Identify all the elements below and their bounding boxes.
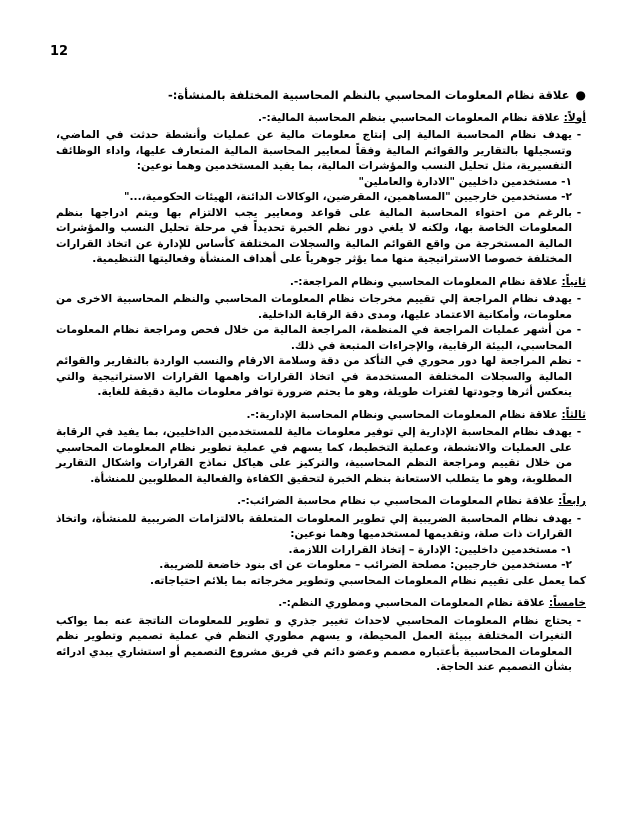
- list-item-text: بالرغم من احتواء المحاسبة المالية على قواعد ومعايير يجب الالتزام بها ويتم ادراجها بنظم المعلومات الخاصة بها، ولكنه لا يلغي دور نظم الخبرة تحديداً في مرحلة تحليل النسب والمؤشرات المالية المستخرجة من واقع القوائم المالية والسجلات المختلفة كأساس للإدارة عن اتخاذ القرارات المختلفة خصوصا الاستراتيجية منها مما يؤثر جوهرياً على أهداف المنشأة وفعاليتها التنظيمية.: [56, 206, 572, 265]
- bullet-icon: ●: [575, 88, 586, 102]
- list-item: [56, 354, 586, 401]
- dash-bullet-icon: -: [576, 206, 582, 219]
- list-item: [56, 323, 586, 354]
- section-label: خامساً:: [548, 597, 586, 609]
- list-item-text: يهدف نظام المحاسبة الضريبية إلي تطوير المعلومات المتعلقة بالالتزامات الضريبية للمنشأة، واتخاذ القرارات ذات صلة، وتقديمها لمستخدميها وهما نوعين:: [56, 512, 572, 540]
- list-item: [56, 512, 586, 543]
- section-title: علاقة نظام المعلومات المحاسبي بنظم المحاسبة المالية:-.: [258, 111, 564, 124]
- section: [56, 494, 586, 589]
- list-item: [56, 614, 586, 676]
- dash-bullet-icon: -: [576, 355, 582, 367]
- main-heading: [56, 88, 586, 104]
- dash-bullet-icon: -: [576, 293, 582, 305]
- dash-bullet-icon: -: [576, 324, 582, 336]
- list-item-text: يهدف نظام المحاسبة الإدارية إلي توفير معلومات مالية للمستخدمين الداخليين، بما يفيد في الرقابة على العمليات والانشطة، وعملية التخطيط، كما يسهم في عملية تطوير نظام المعلومات المحاسبي من خلال تقييم ومراجعة النظم المحاسبية، والتركيز على هياكل نماذج القرارات واشكال التقارير المطلوبة، وهو ما يتطلب الاستعانة بنظم الخبرة لتحقيق الكفاءة والفعالية المطلوبين للمنشأة.: [56, 426, 572, 485]
- page-number: 12: [50, 44, 69, 59]
- section: [56, 111, 586, 268]
- sub-item: ١- مستخدمين داخليين: الإدارة – إتخاذ القرارات اللازمة.: [288, 543, 572, 556]
- section-heading: [56, 596, 586, 612]
- dash-bullet-icon: -: [576, 426, 582, 438]
- list-item-text: من أشهر عمليات المراجعة في المنظمة، المراجعة المالية من خلال فحص ومراجعة نظام المعلومات المحاسبي، البيئة الرقابية، والإجراءات المتبعة في ذلك.: [56, 324, 572, 352]
- list-item-text: يحتاج نظام المعلومات المحاسبي لاحداث تغيير جذري و تطوير للمعلومات الناتجة عنه بما يواكب التغيرات المختلفة ببيئة العمل المحيطة، و يسهم مطوري النظم في عملية تصميم وتطوير نظم المعلومات المحاسبية بأعتباره مصمم وعضو دائم في فريق مشروع التصميم أو استشاري يبدي ادرائه بشأن التصميم عند الحاجة.: [56, 614, 572, 673]
- section-heading: [56, 494, 586, 510]
- main-heading-text: علاقة نظام المعلومات المحاسبي بالنظم المحاسبية المختلفة بالمنشأة:-: [168, 88, 570, 102]
- list-item: [56, 206, 586, 268]
- dash-bullet-icon: -: [576, 512, 582, 525]
- dash-bullet-icon: -: [576, 129, 582, 141]
- section-title: علاقة نظام المعلومات المحاسبي ونظام المحاسبة الإدارية:-.: [246, 408, 562, 421]
- dash-bullet-icon: -: [576, 614, 582, 627]
- section-title: علاقة نظام المعلومات المحاسبي ومطوري النظم:-.: [278, 597, 549, 609]
- section-label: رابعاً:: [558, 495, 586, 507]
- section: [56, 275, 586, 401]
- section-title: علاقة نظام المعلومات المحاسبي ب نظام محاسبة الضرائب:-.: [237, 495, 559, 507]
- sub-item: ١- مستخدمين داخليين "الادارة والعاملين": [358, 175, 572, 188]
- sub-item: ٢- مستخدمين خارجيين: مصلحة الضرائب – معلومات عن اى بنود خاضعة للضريبة.: [159, 559, 572, 571]
- sub-item: ٢- مستخدمين خارجيين "المساهمين، المقرضين، الوكالات الدائنة، الهيئات الحكومية،...": [124, 191, 572, 203]
- paragraph: كما يعمل على تقييم نظام المعلومات المحاسبي وتطوير مخرجاته بما يلائم احتياجاته.: [149, 574, 586, 587]
- sections-container: [56, 111, 586, 676]
- list-item-text: يهدف نظام المراجعة إلي تقييم مخرجات نظام المعلومات المحاسبي والنظم المحاسبية الاخرى من معلومات، وأمكانية الاعتماد عليها، ومدى دقة الرقابة الداخلية.: [56, 293, 572, 321]
- list-item-text: يهدف نظام المحاسبة المالية إلى إنتاج معلومات مالية عن عمليات وأنشطة حدثت في الماضي، وتسجيلها بالتقارير والقوائم المالية وفقاً لمعايير المحاسبة المالية المتعارف عليها، واداء الوظائف التفسيرية، مثل تحليل النسب والمؤشرات المالية، بما يفيد المستخدمين وهما نوعين:: [56, 129, 572, 172]
- section-label: أولاً:: [563, 111, 586, 124]
- list-item: [56, 425, 586, 487]
- list-item: [56, 292, 586, 323]
- section-title: علاقة نظام المعلومات المحاسبي ونظام المراجعة:-.: [289, 275, 562, 288]
- list-item-text: نظم المراجعة لها دور محوري في التأكد من دقة وسلامة الارقام والنسب الواردة بالتقارير والقوائم المالية والسجلات المختلفة المستخدمة في اتخاذ القرارات واهمها القرارات الاستراتيجية والتي ينعكس أثرها وجودتها لفترات طويلة، وهو ما يحتم ضرورة توافر معلومات مالية دقيقة للغاية.: [56, 355, 572, 398]
- section-heading: [56, 275, 586, 291]
- section: [56, 596, 586, 676]
- document-body: [56, 88, 586, 683]
- section-label: ثانياً:: [561, 275, 586, 288]
- section-label: ثالثاً:: [561, 408, 586, 421]
- section: [56, 408, 586, 488]
- list-item: [56, 128, 586, 175]
- section-heading: [56, 111, 586, 127]
- section-heading: [56, 408, 586, 424]
